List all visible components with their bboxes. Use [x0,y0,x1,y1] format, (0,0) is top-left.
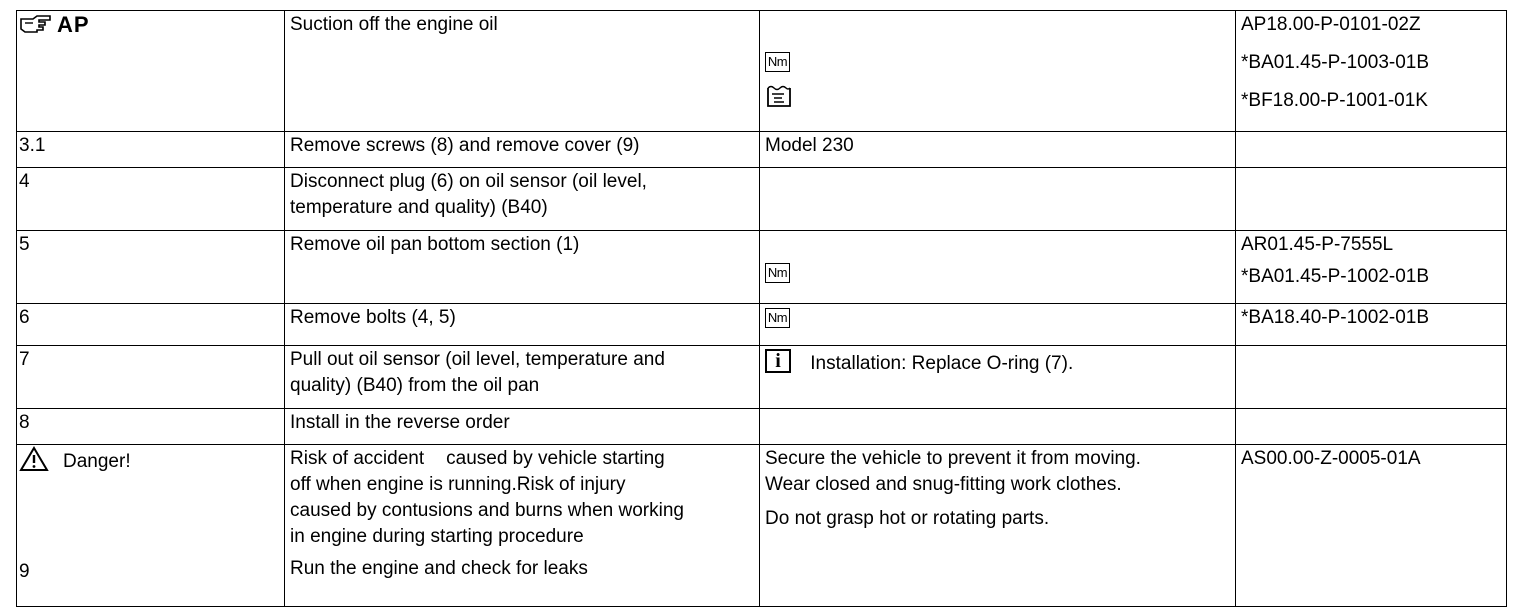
risk-description-line: caused by contusions and burns when working [290,500,684,521]
notes-cell [760,409,1236,445]
doc-reference[interactable]: *BA18.40-P-1002-01B [1236,304,1507,346]
table-row [17,168,1507,231]
step-number: 3.1 [17,132,285,168]
warning-triangle-icon [19,446,49,472]
torque-icon: Nm [765,263,790,283]
step-description-line: quality) (B40) from the oil pan [290,375,540,396]
step-number: 7 [17,346,285,409]
step-description: Suction off the engine oil [290,14,498,35]
notes-cell [760,346,1236,409]
doc-reference[interactable]: AS00.00-Z-0005-01A [1236,445,1507,607]
table-row-danger [17,445,1507,607]
fluid-container-icon [765,84,795,110]
safety-note: Wear closed and snug-fitting work clothes. [765,474,1122,495]
table-row [17,132,1507,168]
step-description: Remove oil pan bottom section (1) [285,231,760,304]
description-cell [285,168,760,231]
table-row-ap [17,11,1507,132]
step-description: Remove screws (8) and remove cover (9) [285,132,760,168]
reference-cell [1236,11,1507,132]
danger-label: Danger! [63,451,131,472]
step-description: Remove bolts (4, 5) [285,304,760,346]
pointing-hand-icon [19,13,53,35]
reference-cell [1236,346,1507,409]
description-cell [285,445,760,607]
step-note: Model 230 [760,132,1236,168]
step-number: 6 [17,304,285,346]
table-row [17,231,1507,304]
table-row [17,346,1507,409]
description-cell [285,346,760,409]
safety-note: Secure the vehicle to prevent it from moving. [765,448,1141,469]
doc-reference[interactable]: *BA01.45-P-1003-01B [1241,52,1430,73]
doc-reference[interactable]: *BF18.00-P-1001-01K [1241,90,1428,111]
step-number: 4 [17,168,285,231]
torque-icon: Nm [765,52,790,72]
doc-reference[interactable]: *BA01.45-P-1002-01B [1241,266,1430,287]
notes-cell [760,445,1236,607]
doc-reference[interactable]: AP18.00-P-0101-02Z [1241,14,1421,35]
table-row [17,304,1507,346]
info-icon: i [765,349,791,373]
reference-cell [1236,409,1507,445]
risk-description-line: off when engine is running.Risk of injury [290,474,626,495]
step-description: Install in the reverse order [285,409,760,445]
risk-description-line: in engine during starting procedure [290,526,584,547]
risk-description-line: caused by vehicle starting [446,448,665,469]
step-description: Run the engine and check for leaks [290,558,588,579]
reference-cell [1236,231,1507,304]
danger-cell [17,445,285,607]
notes-cell [760,231,1236,304]
step-description-line: Pull out oil sensor (oil level, temperature and [290,349,665,370]
procedure-table [16,10,1507,607]
step-cell [17,11,285,132]
risk-heading: Risk of accident [290,448,425,469]
step-description-line: temperature and quality) (B40) [290,197,548,218]
ap-label: AP [57,12,90,37]
step-number: 9 [19,561,30,582]
step-number: 8 [17,409,285,445]
doc-reference[interactable]: AR01.45-P-7555L [1241,234,1394,255]
step-description-line: Disconnect plug (6) on oil sensor (oil level, [290,171,647,192]
reference-cell [1236,168,1507,231]
torque-icon: Nm [765,308,790,328]
safety-note: Do not grasp hot or rotating parts. [765,508,1050,529]
step-number: 5 [17,231,285,304]
description-cell [285,11,760,132]
notes-cell [760,304,1236,346]
notes-cell [760,168,1236,231]
notes-cell [760,11,1236,132]
table-row [17,409,1507,445]
installation-note: Installation: Replace O-ring (7). [810,353,1074,374]
reference-cell [1236,132,1507,168]
